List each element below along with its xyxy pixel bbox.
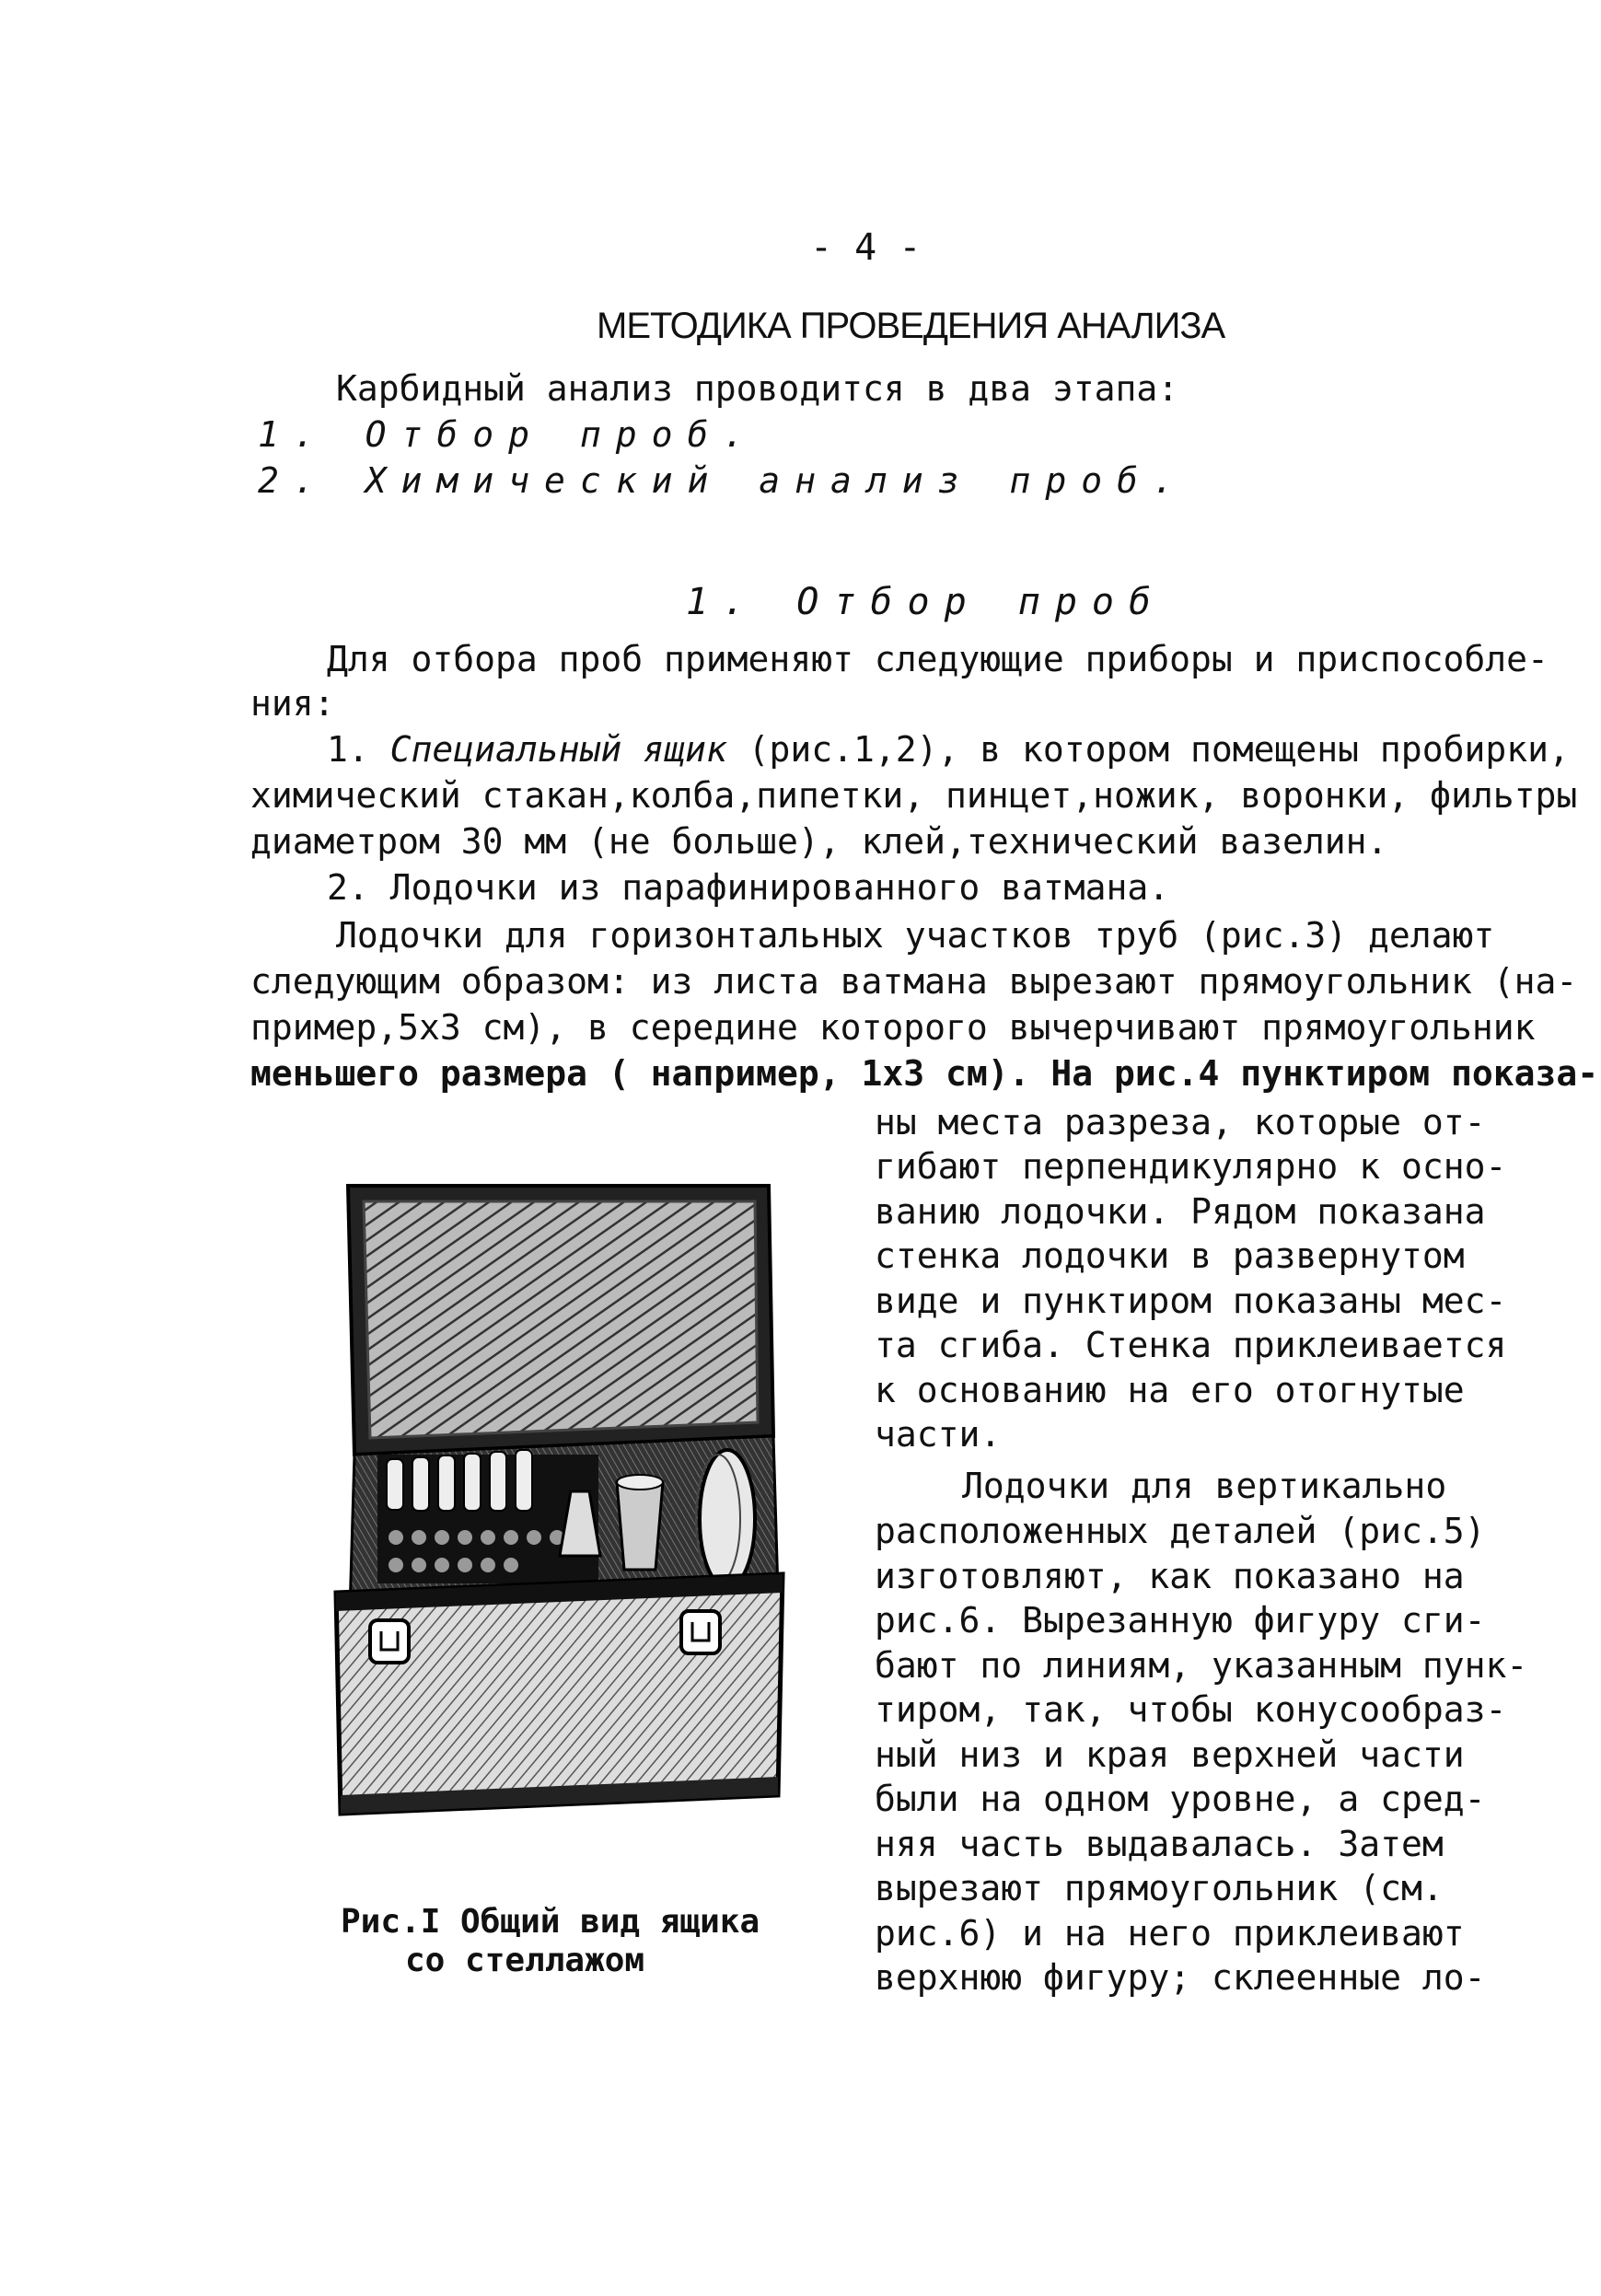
- paragraph-line: Лодочки для горизонтальных участков труб (рис.3) делают: [336, 915, 1495, 956]
- page-number: - 4 -: [810, 226, 922, 269]
- right-line: верхнюю фигуру; склеенные ло-: [875, 1957, 1486, 1998]
- right-line: ванию лодочки. Рядом показана: [875, 1191, 1486, 1232]
- right-line: рис.6) и на него приклеивают: [875, 1913, 1465, 1954]
- right-line: бают по линиям, указанным пунк-: [875, 1645, 1528, 1686]
- right-line: к основанию на его отогнутые: [875, 1370, 1465, 1410]
- paragraph-line: следующим образом: из листа ватмана вырезают прямоугольник (на-: [250, 961, 1578, 1002]
- section-heading: МЕТОДИКА ПРОВЕДЕНИЯ АНАЛИЗА: [597, 306, 1225, 346]
- figure-caption-line-2: со стеллажом: [405, 1942, 645, 1979]
- right-line: няя часть выдавалась. Затем: [875, 1824, 1444, 1864]
- right-line: изготовляют, как показано на: [875, 1556, 1465, 1596]
- right-line: тиром, так, чтобы конусообраз-: [875, 1689, 1507, 1730]
- right-line: Лодочки для вертикально: [962, 1466, 1447, 1506]
- paragraph-line: химический стакан,колба,пипетки, пинцет,ножик, воронки, фильтры: [250, 775, 1578, 816]
- right-line: стенка лодочки в развернутом: [875, 1235, 1465, 1276]
- right-line: ный низ и края верхней части: [875, 1734, 1465, 1775]
- figure-sampling-box: [313, 1151, 792, 1850]
- item-emphasis: Специальный ящик: [389, 729, 727, 770]
- right-line: были на одном уровне, а сред-: [875, 1779, 1486, 1819]
- right-line: ны места разреза, которые от-: [875, 1102, 1486, 1142]
- paragraph-line: диаметром 30 мм (не больше), клей,технический вазелин.: [250, 821, 1388, 862]
- right-line: расположенных деталей (рис.5): [875, 1511, 1486, 1551]
- beaker: [617, 1482, 663, 1570]
- right-line: части.: [875, 1414, 1002, 1455]
- right-line: гибают перпендикулярно к осно-: [875, 1146, 1507, 1187]
- list-item-1: [327, 727, 1570, 771]
- figure-caption-line-1: Рис.I Общий вид ящика: [341, 1903, 760, 1941]
- right-line: та сгиба. Стенка приклеивается: [875, 1325, 1507, 1365]
- paragraph-line: ния:: [250, 683, 335, 724]
- intro-line: Карбидный анализ проводится в два этапа:: [336, 368, 1179, 409]
- subsection-title: 1. Отбор проб: [686, 581, 1166, 623]
- right-line: вырезают прямоугольник (см.: [875, 1868, 1444, 1908]
- right-line: рис.6. Вырезанную фигуру сги-: [875, 1600, 1486, 1641]
- paragraph-line: пример,5х3 см), в середине которого вычерчивают прямоугольник: [250, 1007, 1536, 1048]
- filter-discs: [700, 1450, 755, 1588]
- stage-2: 2. Химический анализ проб.: [258, 460, 1189, 501]
- list-item-2: 2. Лодочки из парафинированного ватмана.: [327, 867, 1170, 908]
- stage-1: 1. Отбор проб.: [258, 414, 760, 455]
- item-text: (рис.1,2), в котором помещены пробирки,: [748, 729, 1570, 770]
- paragraph-line: Для отбора проб применяют следующие приборы и приспособле-: [327, 639, 1549, 679]
- right-line: виде и пунктиром показаны мес-: [875, 1281, 1507, 1321]
- item-number: 1.: [327, 729, 369, 770]
- paragraph-line: меньшего размера ( например, 1х3 см). На рис.4 пунктиром показа-: [250, 1053, 1599, 1094]
